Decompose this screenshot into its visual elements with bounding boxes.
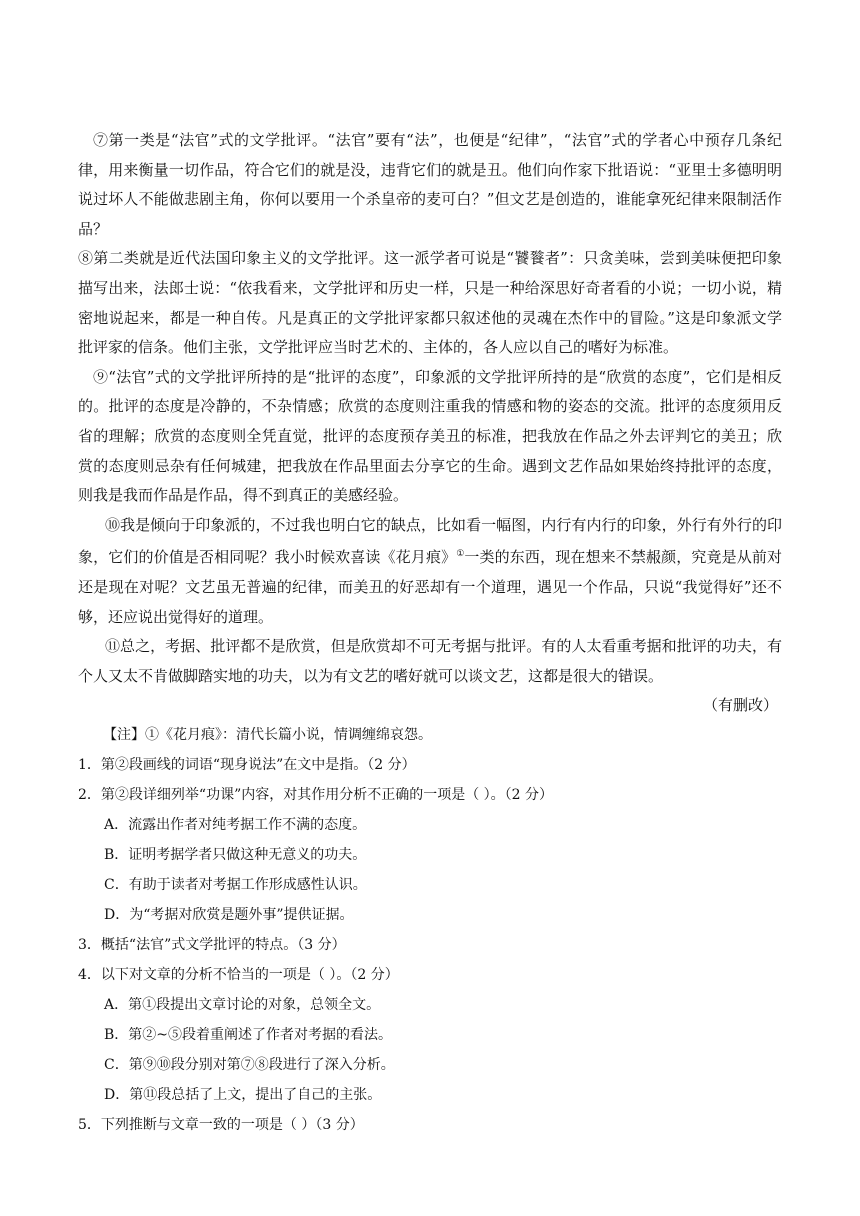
paragraph-11: ⑪总之，考据、批评都不是欣赏，但是欣赏却不可无考据与批评。有的人太看重考据和批评的功夫，有个人又太不肯做脚踏实地的功夫，以为有文艺的嗜好就可以谈文艺，这都是很大的错误。 (78, 637, 782, 685)
paragraph-7: ⑦第一类是“法官”式的文学批评。“法官”要有“法”，也便是“纪律”，“法官”式的学者心中预存几条纪律，用来衡量一切作品，符合它们的就是没，违背它们的就是丑。他们向作家下批语说：“亚里士多德明明说过坏人不能做悲剧主角，你何以要用一个杀皇帝的麦可白？”但文艺是创造的，谁能拿死纪律来限制活作品？ (78, 131, 782, 238)
paragraph-10-part2: 一类的东西，现在想来不禁赧颜，究竟是从前对还是现在对呢？文艺虽无普遍的纪律，而美丑的好恶却有一个道理，遇见一个作品，只说“我觉得好”还不够，还应说出觉得好的道理。 (78, 548, 782, 626)
footnote-marker: ① (456, 549, 465, 560)
question-4-option-b: B．第②~⑤段着重阐述了作者对考据的看法。 (104, 1027, 393, 1044)
annotation-note: 【注】①《花月痕》：清代长篇小说，情调缠绵哀怨。 (103, 726, 432, 743)
question-1: 1．第②段画线的词语“现身说法”在文中是指。（2 分） (78, 757, 416, 774)
paragraph-10 (78, 511, 782, 632)
paragraph-8: ⑧第二类就是近代法国印象主义的文学批评。这一派学者可说是“饕餮者”：只贪美味，尝到美味便把印象描写出来，法郎士说：“依我看来，文学批评和历史一样，只是一种给深思好奇者看的小说；一切小说，精密地说起来，都是一种自传。凡是真正的文学批评家都只叙述他的灵魂在杰作中的冒险。”这是印象派文学批评家的信条。他们主张，文学批评应当时艺术的、主体的，各人应以自己的嗜好为标准。 (78, 249, 782, 357)
question-2-option-c: C．有助于读者对考据工作形成感性认识。 (104, 877, 367, 894)
source-note: （有删改） (702, 696, 778, 715)
question-4-option-c: C．第⑨⑩段分别对第⑦⑧段进行了深入分析。 (104, 1057, 395, 1074)
question-2: 2．第②段详细列举“功课”内容，对其作用分析不正确的一项是（ ）。（2 分） (78, 787, 554, 804)
question-2-option-d: D．为“考据对欣赏是题外事”提供证据。 (104, 907, 354, 924)
document-page (78, 126, 782, 1140)
question-4: 4．以下对文章的分析不恰当的一项是（ ）。（2 分） (78, 967, 399, 984)
question-3: 3．概括“法官”式文学批评的特点。（3 分） (78, 937, 346, 954)
question-2-option-a: A．流露出作者对纯考据工作不满的态度。 (104, 817, 367, 834)
question-list (78, 750, 782, 1140)
question-2-option-b: B．证明考据学者只做这种无意义的功夫。 (104, 847, 367, 864)
paragraph-9: ⑨“法官”式的文学批评所持的是“批评的态度”，印象派的文学批评所持的是“欣赏的态度”，它们是相反的。批评的态度是冷静的，不杂情感；欣赏的态度则注重我的情感和物的姿态的交流。批评的态度须用反省的理解；欣赏的态度则全凭直觉，批评的态度预存美丑的标准，把我放在作品之外去评判它的美丑；欣赏的态度则忌杂有任何城建，把我放在作品里面去分享它的生命。遇到文艺作品如果始终持批评的态度，则我是我而作品是作品，得不到真正的美感经验。 (78, 367, 782, 505)
paragraph-10-part1: ⑩我是倾向于印象派的，不过我也明白它的缺点，比如看一幅图，内行有内行的印象，外行有外行的印象，它们的价值是否相同呢？我小时候欢喜读《花月痕》 (78, 515, 782, 567)
question-5: 5．下列推断与文章一致的一项是（ ）（3 分） (78, 1117, 364, 1134)
question-4-option-d: D．第⑪段总括了上文，提出了自己的主张。 (104, 1087, 382, 1104)
question-4-option-a: A．第①段提出文章讨论的对象，总领全文。 (104, 997, 381, 1014)
